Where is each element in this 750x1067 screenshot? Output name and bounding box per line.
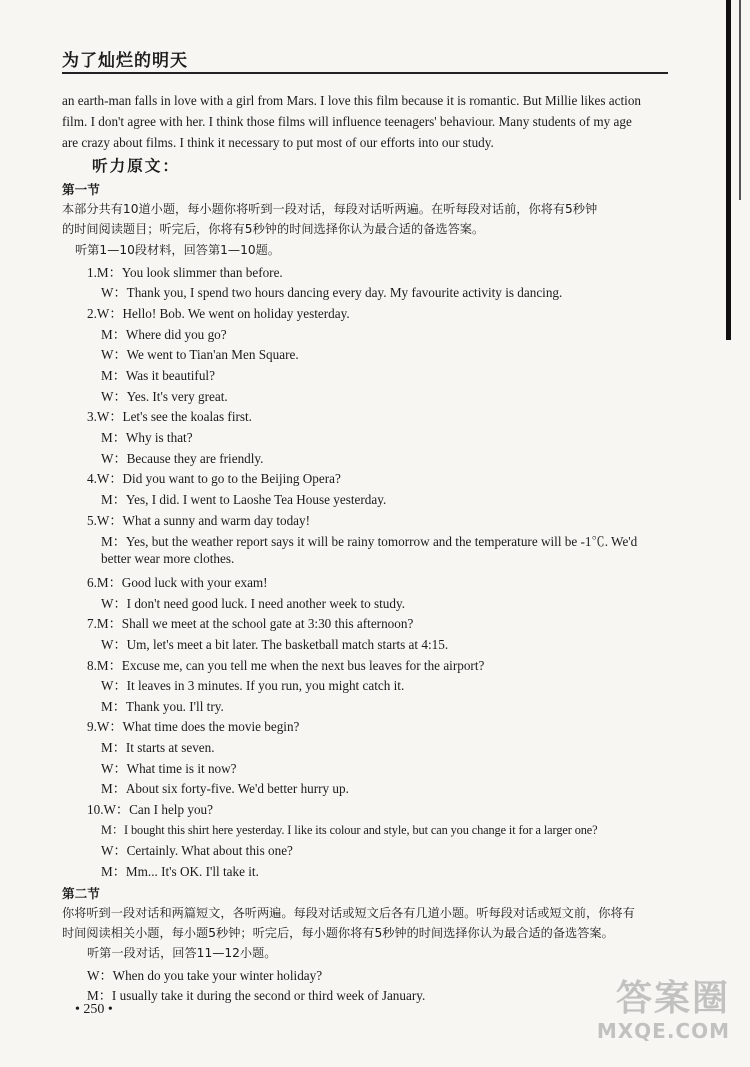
watermark-logo <box>597 979 730 1043</box>
dialogue-line: 5.W：What a sunny and warm day today! <box>87 513 311 528</box>
dialogue-line: M：Yes, but the weather report says it will be rainy tomorrow and the temperature will be -1℃. We'd <box>101 534 638 549</box>
instruction-line: 的时间阅读题目；听完后，你将有5秒钟的时间选择你认为最合适的备选答案。 <box>62 222 485 236</box>
instruction-line: 本部分共有10道小题，每小题你将听到一段对话，每段对话听两遍。在听每段对话前，你将有5秒钟 <box>62 202 598 216</box>
dialogue-line: W：Yes. It's very great. <box>101 389 228 404</box>
dialogue-line: W：Thank you, I spend two hours dancing every day. My favourite activity is dancing. <box>101 285 563 300</box>
dialogue-line: M：Yes, I did. I went to Laoshe Tea House yesterday. <box>101 492 387 507</box>
dialogue-line: 4.W：Did you want to go to the Beijing Opera? <box>87 471 341 486</box>
watermark-url: MXQE.COM <box>596 1019 730 1043</box>
dialogue-line: 1.M：You look slimmer than before. <box>87 265 283 280</box>
dialogue-line: W：What time is it now? <box>101 761 237 776</box>
dialogue-line: M：I usually take it during the second or third week of January. <box>87 988 426 1003</box>
dialogue-line: 7.M：Shall we meet at the school gate at 3:30 this afternoon? <box>87 616 414 631</box>
page-edge-shadow <box>726 0 731 340</box>
dialogue-line: M：Thank you. I'll try. <box>101 699 224 714</box>
page-number: • 250 • <box>75 1002 113 1017</box>
dialogue-line: M：Why is that? <box>101 430 193 445</box>
passage-line: are crazy about films. I think it necessary to put most of our efforts into our study. <box>62 135 494 150</box>
instruction-line: 时间阅读相关小题，每小题5秒钟；听完后，每小题你将有5秒钟的时间选择你认为最合适的备选答案。 <box>62 926 614 940</box>
passage-line: an earth-man falls in love with a girl from Mars. I love this film because it is romantic. But Millie likes action <box>62 93 642 108</box>
dialogue-line: 6.M：Good luck with your exam! <box>87 575 268 590</box>
dialogue-line: W：When do you take your winter holiday? <box>87 968 323 983</box>
subheading: 听第1—10段材料，回答第1—10题。 <box>75 243 280 257</box>
dialogue-line: 9.W：What time does the movie begin? <box>87 719 300 734</box>
dialogue-line: 3.W：Let's see the koalas first. <box>87 409 252 424</box>
watermark-top: 答案圈 <box>615 978 730 1019</box>
dialogue-line: 10.W：Can I help you? <box>87 802 213 817</box>
running-header: 为了灿烂的明天 <box>62 51 188 71</box>
dialogue-line: M：It starts at seven. <box>101 740 215 755</box>
dialogue-line: W：We went to Tian'an Men Square. <box>101 347 299 362</box>
dialogue-line: W：It leaves in 3 minutes. If you run, you might catch it. <box>101 678 405 693</box>
dialogue-line: M：Mm... It's OK. I'll take it. <box>101 864 259 879</box>
dialogue-line: better wear more clothes. <box>101 551 235 566</box>
dialogue-line: 8.M：Excuse me, can you tell me when the next bus leaves for the airport? <box>87 658 485 673</box>
dialogue-line: W：Because they are friendly. <box>101 451 264 466</box>
dialogue-line: M：Where did you go? <box>101 327 227 342</box>
subheading: 听第一段对话，回答11—12小题。 <box>87 946 277 960</box>
part-heading: 第二节 <box>62 886 100 901</box>
instruction-line: 你将听到一段对话和两篇短文，各听两遍。每段对话或短文后各有几道小题。听每段对话或短文前，你将有 <box>62 906 635 920</box>
dialogue-line: W：I don't need good luck. I need another week to study. <box>101 596 406 611</box>
page-edge-shadow-thin <box>739 0 741 200</box>
dialogue-line: M：About six forty-five. We'd better hurry up. <box>101 781 349 796</box>
dialogue-line: W：Um, let's meet a bit later. The basketball match starts at 4:15. <box>101 637 449 652</box>
dialogue-line: M：Was it beautiful? <box>101 368 215 383</box>
section-title: 听力原文： <box>92 157 180 175</box>
dialogue-line: M：I bought this shirt here yesterday. I like its colour and style, but can you change it for a larger one? <box>101 823 598 837</box>
dialogue-line: W：Certainly. What about this one? <box>101 843 293 858</box>
dialogue-line: 2.W：Hello! Bob. We went on holiday yesterday. <box>87 306 350 321</box>
part-heading: 第一节 <box>62 182 100 197</box>
header-rule <box>62 72 668 74</box>
passage-line: film. I don't agree with her. I think those films will influence teenagers' behaviour. Many students of my age <box>62 114 632 129</box>
